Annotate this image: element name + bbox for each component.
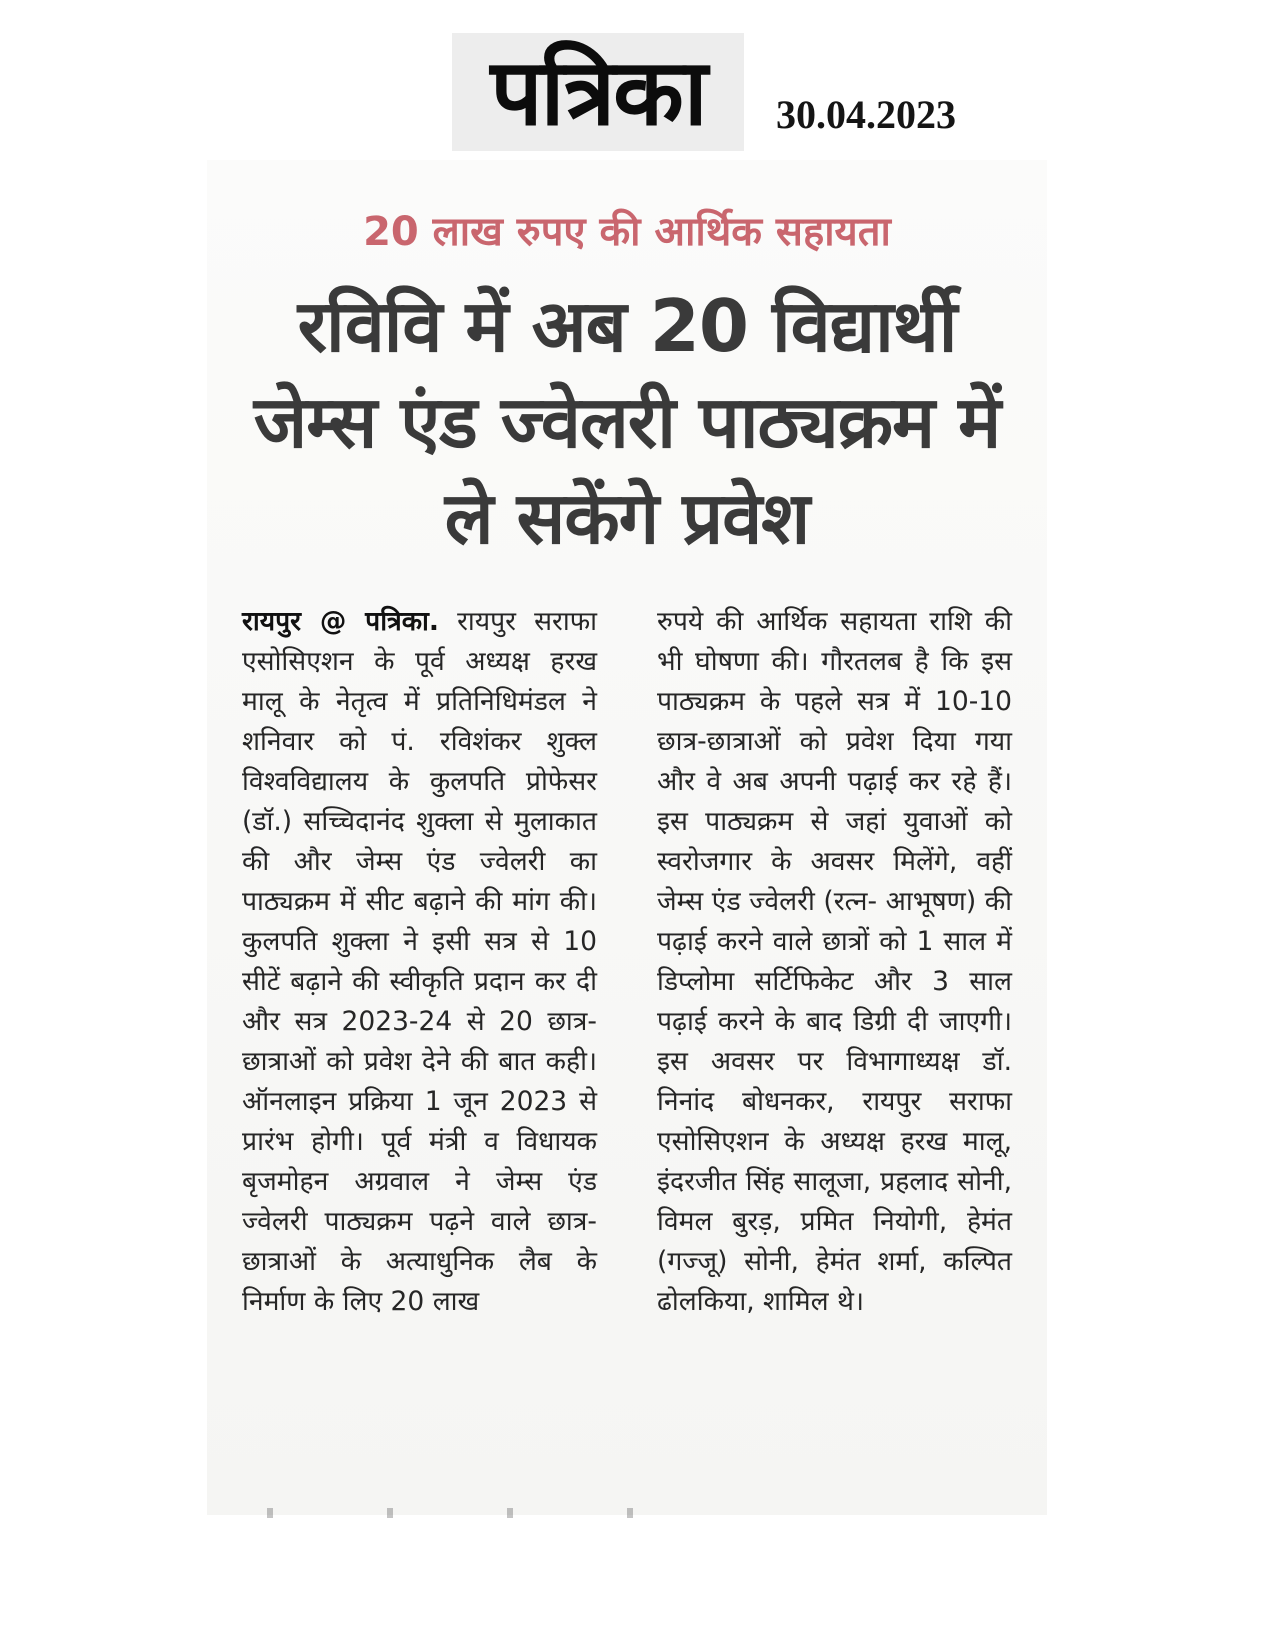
article-column-2-text: रुपये की आर्थिक सहायता राशि की भी घोषणा की। गौरतलब है कि इस पाठ्यक्रम के पहले सत्र में 10-10 छात्र-छात्राओं को प्रवेश दिया गया और वे अब अपनी पढ़ाई कर रहे हैं। इस पाठ्यक्रम से जहां युवाओं को स्वरोजगार के अवसर मिलेंगे, वहीं जेम्स एंड ज्वेलरी (रत्न- आभूषण) की पढ़ाई करने वाले छात्रों को 1 साल में डिप्लोमा सर्टिफिकेट और 3 साल पढ़ाई करने के बाद डिग्री दी जाएगी। इस अवसर पर विभागाध्यक्ष डॉ. निनांद बोधनकर, रायपुर सराफा एसोसिएशन के अध्यक्ष हरख मालू, इंदरजीत सिंह सालूजा, प्रहलाद सोनी, विमल बुरड़, प्रमित नियोगी, हेमंत (गज्जू) सोनी, हेमंत शर्मा, कल्पित ढोलकिया, शामिल थे। <box>657 606 1012 1317</box>
article-dateline: रायपुर @ पत्रिका. <box>242 606 439 637</box>
news-clipping <box>207 160 1047 1515</box>
newspaper-logo: पत्रिका <box>490 38 706 146</box>
article-headline: रविवि में अब 20 विद्यार्थी जेम्स एंड ज्वेलरी पाठ्यक्रम में ले सकेंगे प्रवेश <box>253 284 1001 560</box>
article-kicker: 20 लाख रुपए की आर्थिक सहायता <box>363 209 891 255</box>
edition-date: 30.04.2023 <box>776 92 956 137</box>
clipping-torn-edge <box>207 1508 727 1518</box>
article-column-1 <box>242 602 597 1482</box>
article-column-2 <box>657 602 1012 1482</box>
article-body <box>242 602 1012 1482</box>
article-column-1-text: रायपुर सराफा एसोसिएशन के पूर्व अध्यक्ष हरख मालू के नेतृत्व में प्रतिनिधिमंडल ने शनिवार को पं. रविशंकर शुक्ल विश्वविद्यालय के कुलपति प्रोफेसर (डॉ.) सच्चिदानंद शुक्ला से मुलाकात की और जेम्स एंड ज्वेलरी का पाठ्यक्रम में सीट बढ़ाने की मांग की। कुलपति शुक्ला ने इसी सत्र से 10 सीटें बढ़ाने की स्वीकृति प्रदान कर दी और सत्र 2023-24 से 20 छात्र-छात्राओं को प्रवेश देने की बात कही। ऑनलाइन प्रक्रिया 1 जून 2023 से प्रारंभ होगी। पूर्व मंत्री व विधायक बृजमोहन अग्रवाल ने जेम्स एंड ज्वेलरी पाठ्यक्रम पढ़ने वाले छात्र-छात्राओं के अत्याधुनिक लैब के निर्माण के लिए 20 लाख <box>242 606 597 1317</box>
newspaper-masthead <box>452 33 744 151</box>
